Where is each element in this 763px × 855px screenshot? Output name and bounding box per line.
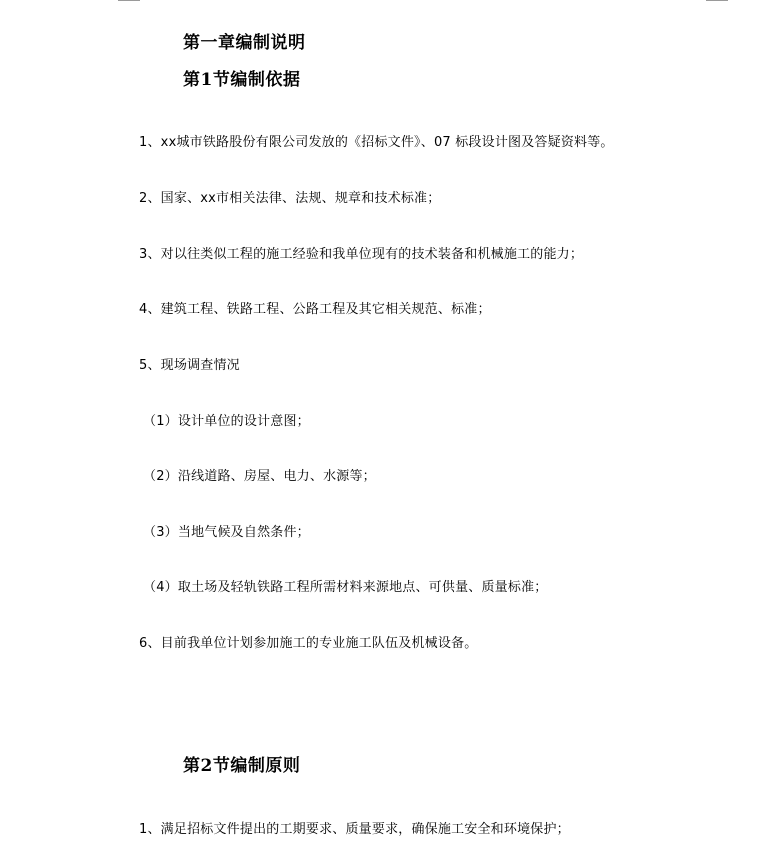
- list-item-2: 2、国家、xx市相关法律、法规、规章和技术标准；: [139, 191, 441, 206]
- list-item-6: 6、目前我单位计划参加施工的专业施工队伍及机械设备。: [139, 636, 478, 651]
- section-1-title: 第1节编制依据: [183, 70, 301, 90]
- list-item-3: 3、对以往类似工程的施工经验和我单位现有的技术装备和机械施工的能力；: [139, 247, 584, 262]
- section-2-title: 第2节编制原则: [183, 756, 301, 776]
- sub-item-2: （2）沿线道路、房屋、电力、水源等；: [143, 469, 376, 484]
- sub-item-4: （4）取土场及轻轨铁路工程所需材料来源地点、可供量、质量标准；: [143, 580, 548, 595]
- chapter-title: 第一章编制说明: [183, 33, 306, 53]
- list-item-5: 5、现场调查情况: [139, 358, 240, 373]
- list-item-1: 1、xx城市铁路股份有限公司发放的《招标文件》、07 标段设计图及答疑资料等。: [139, 135, 614, 150]
- sub-item-3: （3）当地气候及自然条件；: [143, 525, 310, 540]
- list-item-4: 4、建筑工程、铁路工程、公路工程及其它相关规范、标准；: [139, 302, 491, 317]
- sub-item-1: （1）设计单位的设计意图；: [143, 414, 310, 429]
- page-corner-mark-right: [706, 0, 728, 1]
- page-corner-mark-left: [118, 0, 140, 1]
- section-2-item-1: 1、满足招标文件提出的工期要求、质量要求，确保施工安全和环境保护；: [139, 822, 570, 837]
